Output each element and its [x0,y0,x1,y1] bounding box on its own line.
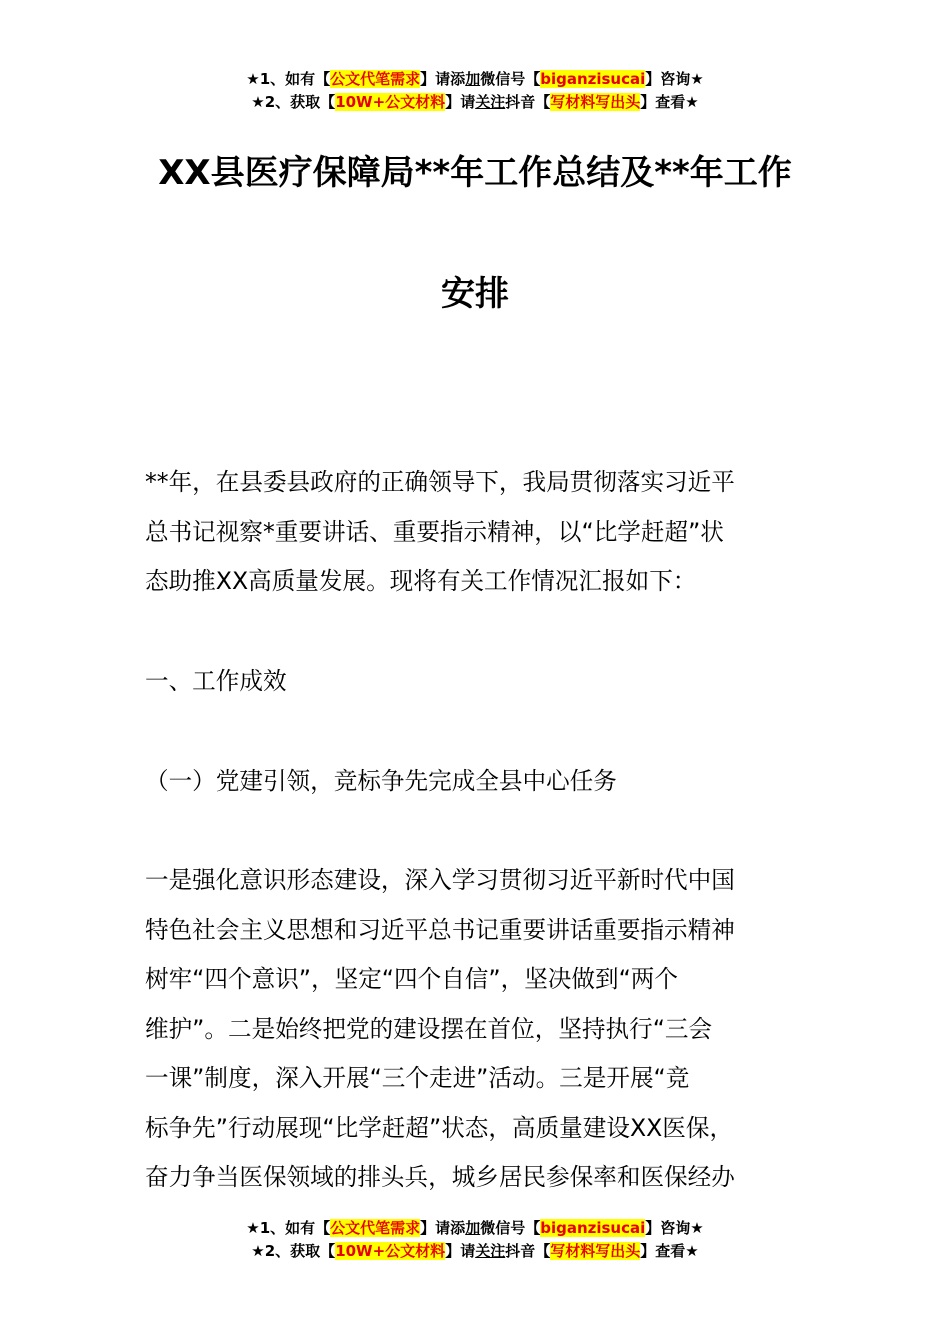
promo-underline: 加 [465,70,481,88]
promo-text: 】咨询★ [645,1219,704,1237]
promo-wechat-id: biganzisucai [540,1219,646,1237]
promo-highlight: 10W+公文材料 [335,93,446,111]
section-heading: 一、工作成效 [145,667,287,695]
promo-line-1 [0,1217,950,1240]
text-line: 标争先”行动展现“比学赶超”状态，高质量建设XX医保， [145,1113,734,1142]
promo-highlight: 10W+公文材料 [335,1242,446,1260]
promo-line-2 [0,1240,950,1263]
promo-line-1 [0,68,950,91]
promo-text: ★2、获取【 [251,1242,336,1260]
promo-text: 】请 [445,93,476,111]
text-line: 一课”制度，深入开展“三个走进”活动。三是开展“竞 [145,1064,690,1092]
document-title-line-1: XX县医疗保障局**年工作总结及**年工作 [158,153,792,193]
promo-text: 】请添 [420,70,466,88]
promo-text: ★2、获取【 [251,93,336,111]
promo-wechat-id: biganzisucai [540,70,646,88]
subsection-heading: （一）党建引领，竞标争先完成全县中心任务 [145,767,617,795]
intro-paragraph [145,458,835,607]
promo-text: ★1、如有【 [246,1219,331,1237]
text-line: 总书记视察*重要讲话、重要指示精神，以“比学赶超”状 [145,517,724,546]
header-promo-banner [0,68,950,114]
promo-underline: 加 [465,1219,481,1237]
document-title-line-2: 安排 [441,274,509,314]
promo-text: 抖音【 [505,93,551,111]
promo-text: 微信号【 [480,1219,541,1237]
promo-highlight: 公文代笔需求 [330,1219,421,1237]
promo-line-2 [0,91,950,114]
text-line: 态助推XX高质量发展。现将有关工作情况汇报如下： [145,567,697,595]
text-line: 奋力争当医保领域的排头兵，城乡居民参保率和医保经办 [145,1163,735,1191]
promo-highlight: 公文代笔需求 [330,70,421,88]
text-line: 一是强化意识形态建设，深入学习贯彻习近平新时代中国 [145,866,735,894]
promo-underline: 关注 [475,1242,506,1260]
text-line: 维护”。二是始终把党的建设摆在首位，坚持执行“三会 [145,1014,713,1043]
promo-text: 】请 [445,1242,476,1260]
text-line: **年，在县委县政府的正确领导下，我局贯彻落实习近平 [145,468,735,496]
promo-douyin-id: 写材料写出头 [550,93,641,111]
text-line: 特色社会主义思想和习近平总书记重要讲话重要指示精神 [145,915,735,944]
promo-text: 】查看★ [640,1242,699,1260]
promo-underline: 关注 [475,93,506,111]
body-paragraph [145,856,835,1203]
text-line: 树牢“四个意识”，坚定“四个自信”，坚决做到“两个 [145,965,678,993]
promo-text: 】咨询★ [645,70,704,88]
promo-text: 】请添 [420,1219,466,1237]
promo-text: 抖音【 [505,1242,551,1260]
promo-douyin-id: 写材料写出头 [550,1242,641,1260]
footer-promo-banner [0,1217,950,1263]
promo-text: 】查看★ [640,93,699,111]
promo-text: 微信号【 [480,70,541,88]
promo-text: ★1、如有【 [246,70,331,88]
